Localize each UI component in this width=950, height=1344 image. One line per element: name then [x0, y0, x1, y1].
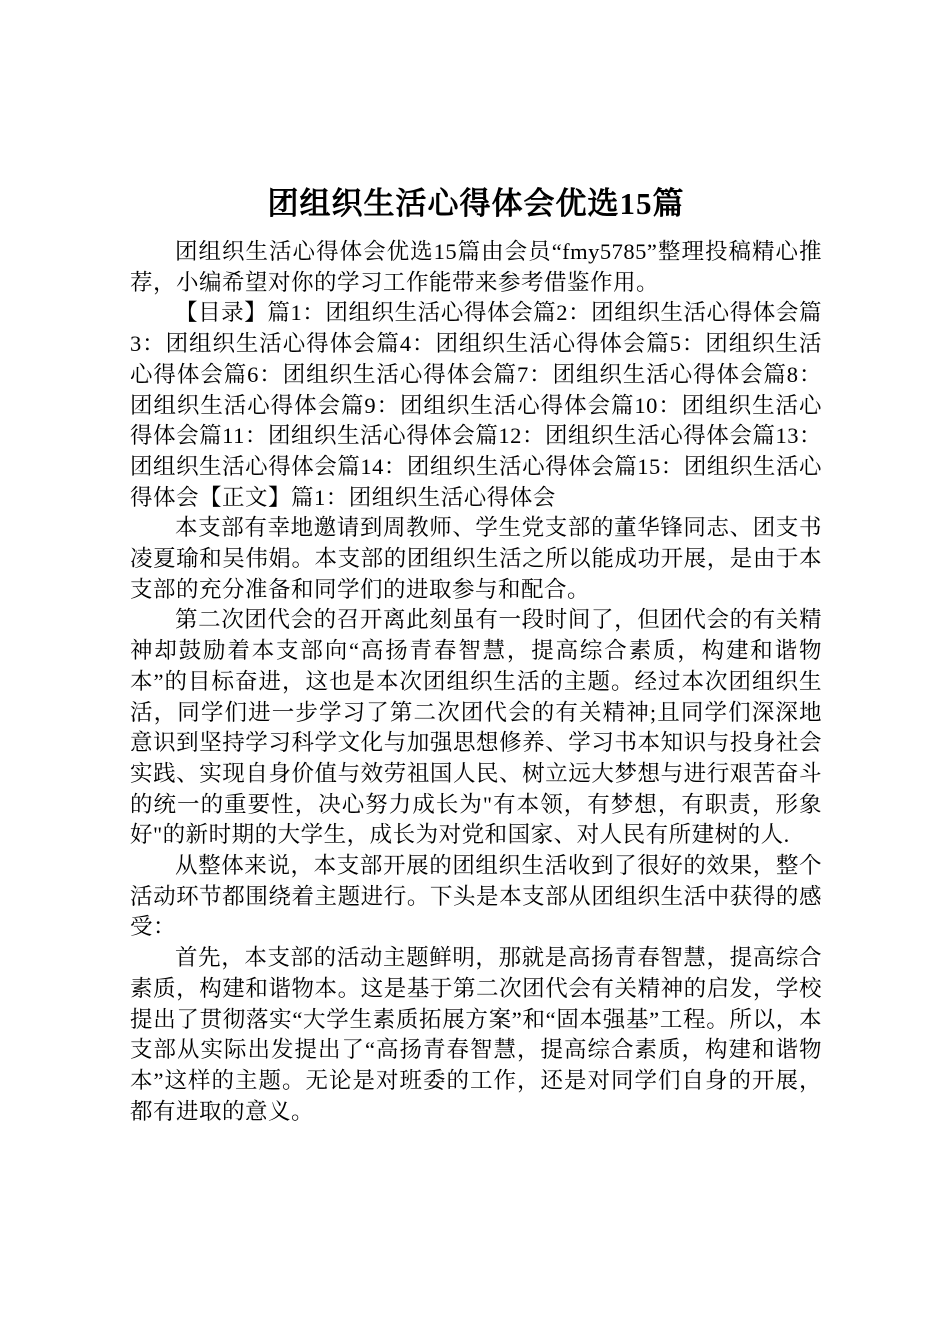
paragraph: 【目录】篇1：团组织生活心得体会篇2：团组织生活心得体会篇3：团组织生活心得体会篇4：团组织生活心得体会篇5：团组织生活心得体会篇6：团组织生活心得体会篇7：团组织生活心得体会篇8：团组织生活心得体会篇9：团组织生活心得体会篇10：团组织生活心得体会篇11：团组织生活心得体会篇12：团组织生活心得体会篇13：团组织生活心得体会篇14：团组织生活心得体会篇15：团组织生活心得体会【正文】篇1：团组织生活心得体会 [130, 300, 822, 510]
paragraph: 团组织生活心得体会优选15篇由会员“fmy5785”整理投稿精心推荐，小编希望对你的学习工作能带来参考借鉴作用。 [130, 239, 822, 295]
document-body [130, 237, 822, 1127]
paragraph: 首先，本支部的活动主题鲜明，那就是高扬青春智慧，提高综合素质，构建和谐物本。这是基于第二次团代会有关精神的启发，学校提出了贯彻落实“大学生素质拓展方案”和“固本强基”工程。所以，本支部从实际出发提出了“高扬青春智慧，提高综合素质，构建和谐物本”这样的主题。无论是对班委的工作，还是对同学们自身的开展，都有进取的意义。 [130, 945, 822, 1124]
paragraph: 从整体来说，本支部开展的团组织生活收到了很好的效果，整个活动环节都围绕着主题进行。下头是本支部从团组织生活中获得的感受： [130, 853, 822, 940]
paragraph: 第二次团代会的召开离此刻虽有一段时间了，但团代会的有关精神却鼓励着本支部向“高扬青春智慧，提高综合素质，构建和谐物本”的目标奋进，这也是本次团组织生活的主题。经过本次团组织生活，同学们进一步学习了第二次团代会的有关精神;且同学们深深地意识到坚持学习科学文化与加强思想修养、学习书本知识与投身社会实践、实现自身价值与效劳祖国人民、树立远大梦想与进行艰苦奋斗的统一的重要性，决心努力成长为"有本领，有梦想，有职责，形象好"的新时期的大学生，成长为对党和国家、对人民有所建树的人. [130, 607, 822, 848]
document-title: 团组织生活心得体会优选15篇 [267, 186, 685, 221]
paragraph: 本支部有幸地邀请到周教师、学生党支部的董华锋同志、团支书凌夏瑜和吴伟娟。本支部的团组织生活之所以能成功开展，是由于本支部的充分准备和同学们的进取参与和配合。 [130, 515, 822, 602]
